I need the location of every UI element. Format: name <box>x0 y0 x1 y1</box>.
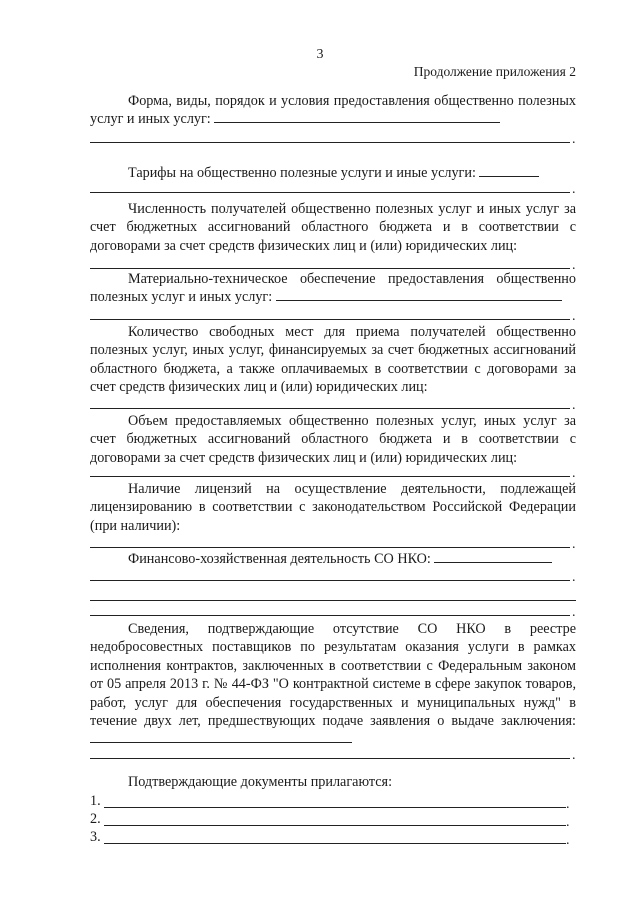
fill-line[interactable] <box>90 615 570 616</box>
section-volume-text: Объем предоставляемых общественно полезных услуг, иных услуг за счет бюджетных ассигнований областного бюджета и в соответствии с договорами за счет средств физических лиц и (или) юридических лиц: <box>90 413 576 466</box>
fill-line[interactable] <box>90 319 570 320</box>
section-form-text: Форма, виды, порядок и условия предоставления общественно полезных услуг и иных услуг: <box>90 93 576 128</box>
fill-line[interactable] <box>90 476 570 477</box>
document-item-2-line[interactable] <box>104 825 566 826</box>
fill-line[interactable] <box>276 288 562 301</box>
section-licenses-text: Наличие лицензий на осуществление деятельности, подлежащей лицензированию в соответствии с законодательством Российской Федерации (при наличии): <box>90 481 576 534</box>
page-number: 3 <box>316 47 324 62</box>
fill-line[interactable] <box>214 110 500 123</box>
section-tariffs-text: Тарифы на общественно полезные услуги и иные услуги: <box>90 164 576 182</box>
fill-line[interactable] <box>434 550 552 563</box>
fill-line[interactable] <box>90 600 576 601</box>
section-documents-text: Подтверждающие документы прилагаются: <box>128 774 393 790</box>
fill-line[interactable] <box>90 547 570 548</box>
document-item-2-label: 2. <box>90 811 101 827</box>
document-item-1-label: 1. <box>90 793 101 809</box>
fill-line[interactable] <box>90 142 570 143</box>
section-free-places-text: Количество свободных мест для приема получателей общественно полезных услуг, иных услуг, финансируемых за счет бюджетных ассигнований областного бюджета, а также оплачиваемых в соответствии с договорами за счет средств физических лиц и (или) юридических лиц: <box>90 324 576 396</box>
document-item-3-label: 3. <box>90 829 101 845</box>
fill-line[interactable] <box>90 580 570 581</box>
fill-line[interactable] <box>90 730 352 743</box>
fill-line[interactable] <box>479 164 539 177</box>
section-finance-text: Финансово-хозяйственная деятельность СО НКО: <box>90 550 576 568</box>
fill-line[interactable] <box>90 408 570 409</box>
appendix-header: Продолжение приложения 2 <box>413 64 576 79</box>
document-item-1-line[interactable] <box>104 807 566 808</box>
section-registry-text: Сведения, подтверждающие отсутствие СО НКО в реестре недобросовестных поставщиков по результатам оказания услуги в рамках исполнения контрактов, заключенных в соответствии с Федеральным законом от 05 апреля 2013 г. № 44-ФЗ "О контрактной системе в сфере закупок товаров, работ, услуг для обеспечения государственных и муниципальных нужд" в течение двух лет, предшествующих подаче заявления о выдаче заключения: <box>90 620 576 749</box>
section-material-text: Материально-техническое обеспечение предоставления общественно полезных услуг и иных услуг: <box>90 271 576 306</box>
document-item-3-line[interactable] <box>104 843 566 844</box>
fill-line[interactable] <box>90 758 570 759</box>
section-recipients-text: Численность получателей общественно полезных услуг и иных услуг за счет бюджетных ассигнований областного бюджета и в соответствии с договорами за счет средств физических лиц и (или) юридических лиц: <box>90 201 576 254</box>
document-page: 3 Продолжение приложения 2 Форма, виды, порядок и условия предоставления общественно полезных услуг и иных услуг: . Тарифы на общественно полезные услуги и иные услуги: . Численность получателей общественно полезных услуг и иных услуг за счет бюджетных ассигнований областного бюджета и в соответствии с договорами за счет средств физических лиц и (или) юридических лиц: . Материально-техническое обеспечение предоставления общественно полезных услуг и иных услуг: . Количество свободных мест для приема получателей общественно полезных услуг, иных услуг, финансируемых за счет бюджетных ассигнований областного бюджета, а также оплачиваемых в соответствии с договорами за счет средств физических лиц и (или) юридических лиц: . Объем предоставляемых общественно полезных услуг, иных услуг за счет бюджетных ассигнований областного бюджета и в соответствии с договорами за счет средств физических лиц и (или) юридических лиц: . Наличие лицензий на осуществление деятельности, подлежащей лицензированию в соответствии с законодательством Российской Федерации (при наличии): . Финансово-хозяйственная деятельность СО НКО: . . Сведения, подтверждающие отсутствие СО НКО в реестре недобросовестных поставщиков по результатам оказания услуги в рамках исполнения контрактов, заключенных в соответствии с Федеральным законом от 05 апреля 2013 г. № 44-ФЗ "О контрактной системе в сфере закупок товаров, работ, услуг для обеспечения государственных и муниципальных нужд" в течение двух лет, предшествующих подаче заявления о выдаче заключения: . Подтверждающие документы прилагаются: 1. . 2. . 3. . <box>0 0 640 905</box>
fill-line[interactable] <box>90 268 570 269</box>
fill-line[interactable] <box>90 192 570 193</box>
